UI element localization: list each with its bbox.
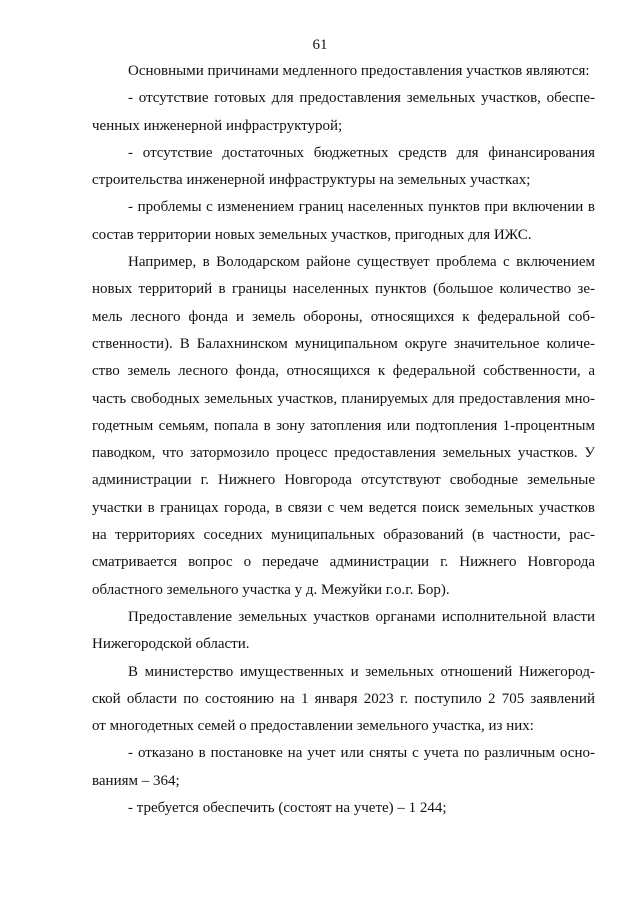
text-line: строительства инженерной инфраструктуры на земельных участках; bbox=[92, 172, 531, 189]
text-line: мель лесного фонда и земель обороны, относящихся к федеральной соб- bbox=[92, 308, 595, 325]
text-line: - требуется обеспечить (состоят на учете) – 1 244; bbox=[128, 800, 447, 817]
text-line: Нижегородской области. bbox=[92, 636, 250, 653]
body-text bbox=[92, 58, 595, 822]
text-line: Например, в Володарском районе существует проблема с включением bbox=[128, 254, 595, 271]
page-number: 61 bbox=[312, 37, 328, 53]
text-line: от многодетных семей о предоставлении земельного участка, из них: bbox=[92, 718, 534, 735]
text-line: ство земель лесного фонда, относящихся к федеральной собственности, а bbox=[92, 363, 595, 380]
text-line: ской области по состоянию на 1 января 2023 г. поступило 2 705 заявлений bbox=[92, 690, 595, 707]
text-line: состав территории новых земельных участков, пригодных для ИЖС. bbox=[92, 226, 532, 243]
text-line: паводком, что затормозило процесс предоставления земельных участков. У bbox=[92, 445, 595, 462]
text-line: - отказано в постановке на учет или сняты с учета по различным осно- bbox=[128, 745, 595, 762]
text-line: ченных инженерной инфраструктурой; bbox=[92, 117, 343, 134]
text-line: администрации г. Нижнего Новгорода отсутствуют свободные земельные bbox=[92, 472, 595, 489]
text-line: - отсутствие готовых для предоставления земельных участков, обеспе- bbox=[128, 90, 595, 107]
text-line: - отсутствие достаточных бюджетных средств для финансирования bbox=[128, 144, 595, 161]
text-line: сматривается вопрос о передаче администрации г. Нижнего Новгорода bbox=[92, 554, 595, 571]
text-line: областного земельного участка у д. Межуйки г.о.г. Бор). bbox=[92, 581, 450, 598]
text-line: Предоставление земельных участков органами исполнительной власти bbox=[128, 608, 595, 625]
text-line: новых территорий в границы населенных пунктов (большое количество зе- bbox=[92, 281, 595, 298]
text-line: на территориях соседних муниципальных образований (в частности, рас- bbox=[92, 527, 595, 544]
text-line: часть свободных земельных участков, планируемых для предоставления мно- bbox=[92, 390, 595, 407]
text-line: участки в границах города, в связи с чем ведется поиск земельных участков bbox=[92, 499, 595, 516]
text-line: годетным семьям, попала в зону затопления или подтопления 1-процентным bbox=[92, 417, 595, 434]
text-line: Основными причинами медленного предоставления участков являются: bbox=[128, 63, 590, 79]
text-line: ваниям – 364; bbox=[92, 772, 180, 789]
text-line: - проблемы с изменением границ населенных пунктов при включении в bbox=[128, 199, 595, 216]
text-line: ственности). В Балахнинском муниципальном округе значительное количе- bbox=[92, 335, 595, 352]
text-line: В министерство имущественных и земельных отношений Нижегород- bbox=[128, 663, 595, 680]
